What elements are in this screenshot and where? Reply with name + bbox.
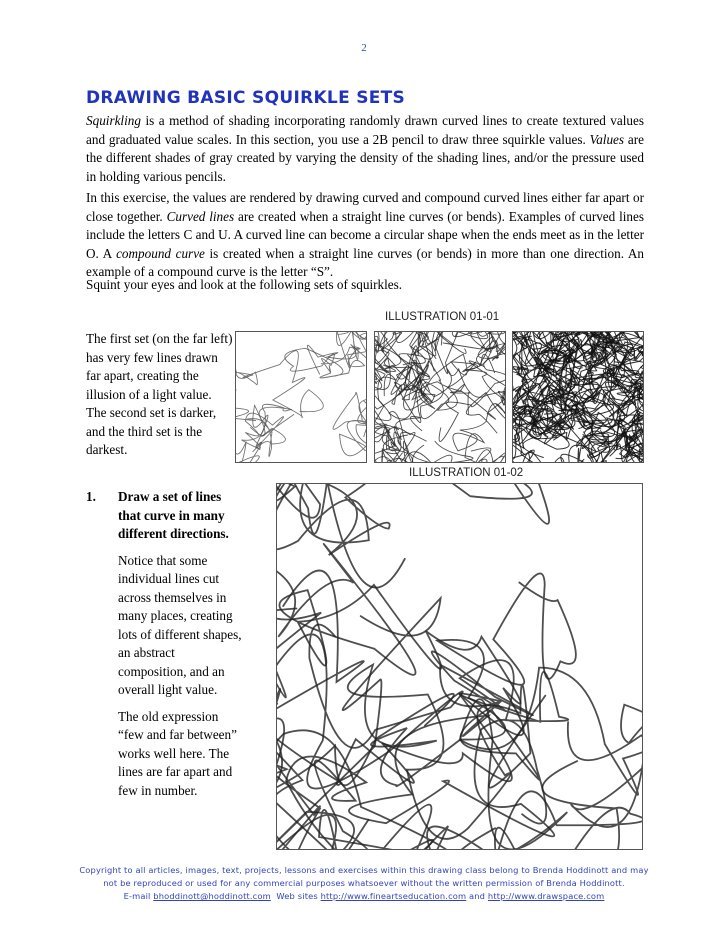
squirkle-light-image bbox=[235, 331, 367, 463]
step-title: Draw a set of lines that curve in many different directions. bbox=[118, 489, 229, 541]
footer-line-1: Copyright to all articles, images, text, projects, lessons and exercises within this drawing class belong to Brenda Hoddinott and may bbox=[79, 865, 649, 875]
intro-paragraph bbox=[86, 112, 644, 186]
squirkle-dark-image bbox=[512, 331, 644, 463]
pencil-stroke bbox=[382, 416, 422, 462]
website-link-2[interactable]: http://www.drawspace.com bbox=[487, 891, 605, 901]
page-number: 2 bbox=[361, 42, 367, 54]
and-text: and bbox=[466, 891, 488, 901]
intro-text-1: is a method of shading incorporating randomly drawn curved lines to create textured values and graduated value scales. In this section, you use a 2B pencil to draw three squirkle values. bbox=[86, 113, 644, 147]
illustration-01-01-caption: The first set (on the far left) has very few lines drawn far apart, creating the illusion of a light value. The second set is darker, and the third set is the darkest. bbox=[86, 331, 233, 457]
term-squirkling: Squirkling bbox=[86, 113, 141, 128]
footer-line-2: not be reproduced or used for any commercial purposes whatsoever without the written permission of Brenda Hoddinott. bbox=[103, 878, 625, 888]
step-1 bbox=[86, 488, 246, 808]
squirkle-medium-image bbox=[374, 331, 506, 463]
step-paragraph-2: The old expression “few and far between” works well here. The lines are far apart and few in number. bbox=[118, 708, 237, 798]
footer-line-3 bbox=[0, 890, 728, 903]
web-label: Web sites bbox=[270, 891, 321, 901]
term-compound-curve: compound curve bbox=[116, 245, 205, 261]
lines-text-2: are created when a straight line curves (or bends). Examples of curved lines include the letters C and U. A curved line can become a circular shape when the ends meet as in the letter O. A bbox=[86, 208, 645, 261]
pencil-stroke bbox=[236, 405, 268, 462]
lines-text-1: In this exercise, the values are rendered by drawing curved and compound curved lines either far apart or close together. bbox=[86, 190, 644, 224]
term-values: Values bbox=[589, 131, 625, 147]
squirkle-large-image bbox=[276, 483, 643, 850]
term-curved-lines: Curved lines bbox=[166, 208, 235, 224]
squint-paragraph: Squint your eyes and look at the following sets of squirkles. bbox=[86, 277, 403, 292]
lines-paragraph bbox=[86, 189, 644, 282]
email-label: E-mail bbox=[123, 891, 154, 901]
website-link-1[interactable]: http://www.fineartseducation.com bbox=[320, 891, 467, 901]
lines-text-3: is created when a straight line curves (or bends) in more than one direction. An example of a compound curve is the letter “S”. bbox=[86, 245, 645, 279]
step-paragraph-1: Notice that some individual lines cut across themselves in many places, creating lots of different shapes, an abstract composition, and an overall light value. bbox=[118, 552, 242, 697]
pencil-stroke bbox=[382, 426, 473, 462]
email-link[interactable]: bhoddinott@hoddinott.com bbox=[153, 891, 271, 901]
illustration-01-01-label: ILLUSTRATION 01-01 bbox=[385, 311, 500, 323]
pencil-stroke bbox=[277, 484, 549, 588]
section-heading: DRAWING BASIC SQUIRKLE SETS bbox=[86, 88, 406, 108]
copyright-footer bbox=[0, 864, 728, 903]
intro-text-2: are the different shades of gray created by varying the density of the shading lines, and/or the pressure used in holding various pencils. bbox=[86, 131, 644, 184]
illustration-01-02-label: ILLUSTRATION 01-02 bbox=[409, 467, 524, 479]
pencil-stroke bbox=[236, 337, 323, 417]
pencil-stroke bbox=[333, 392, 366, 455]
pencil-stroke bbox=[460, 668, 642, 849]
step-number: 1. bbox=[86, 489, 96, 504]
